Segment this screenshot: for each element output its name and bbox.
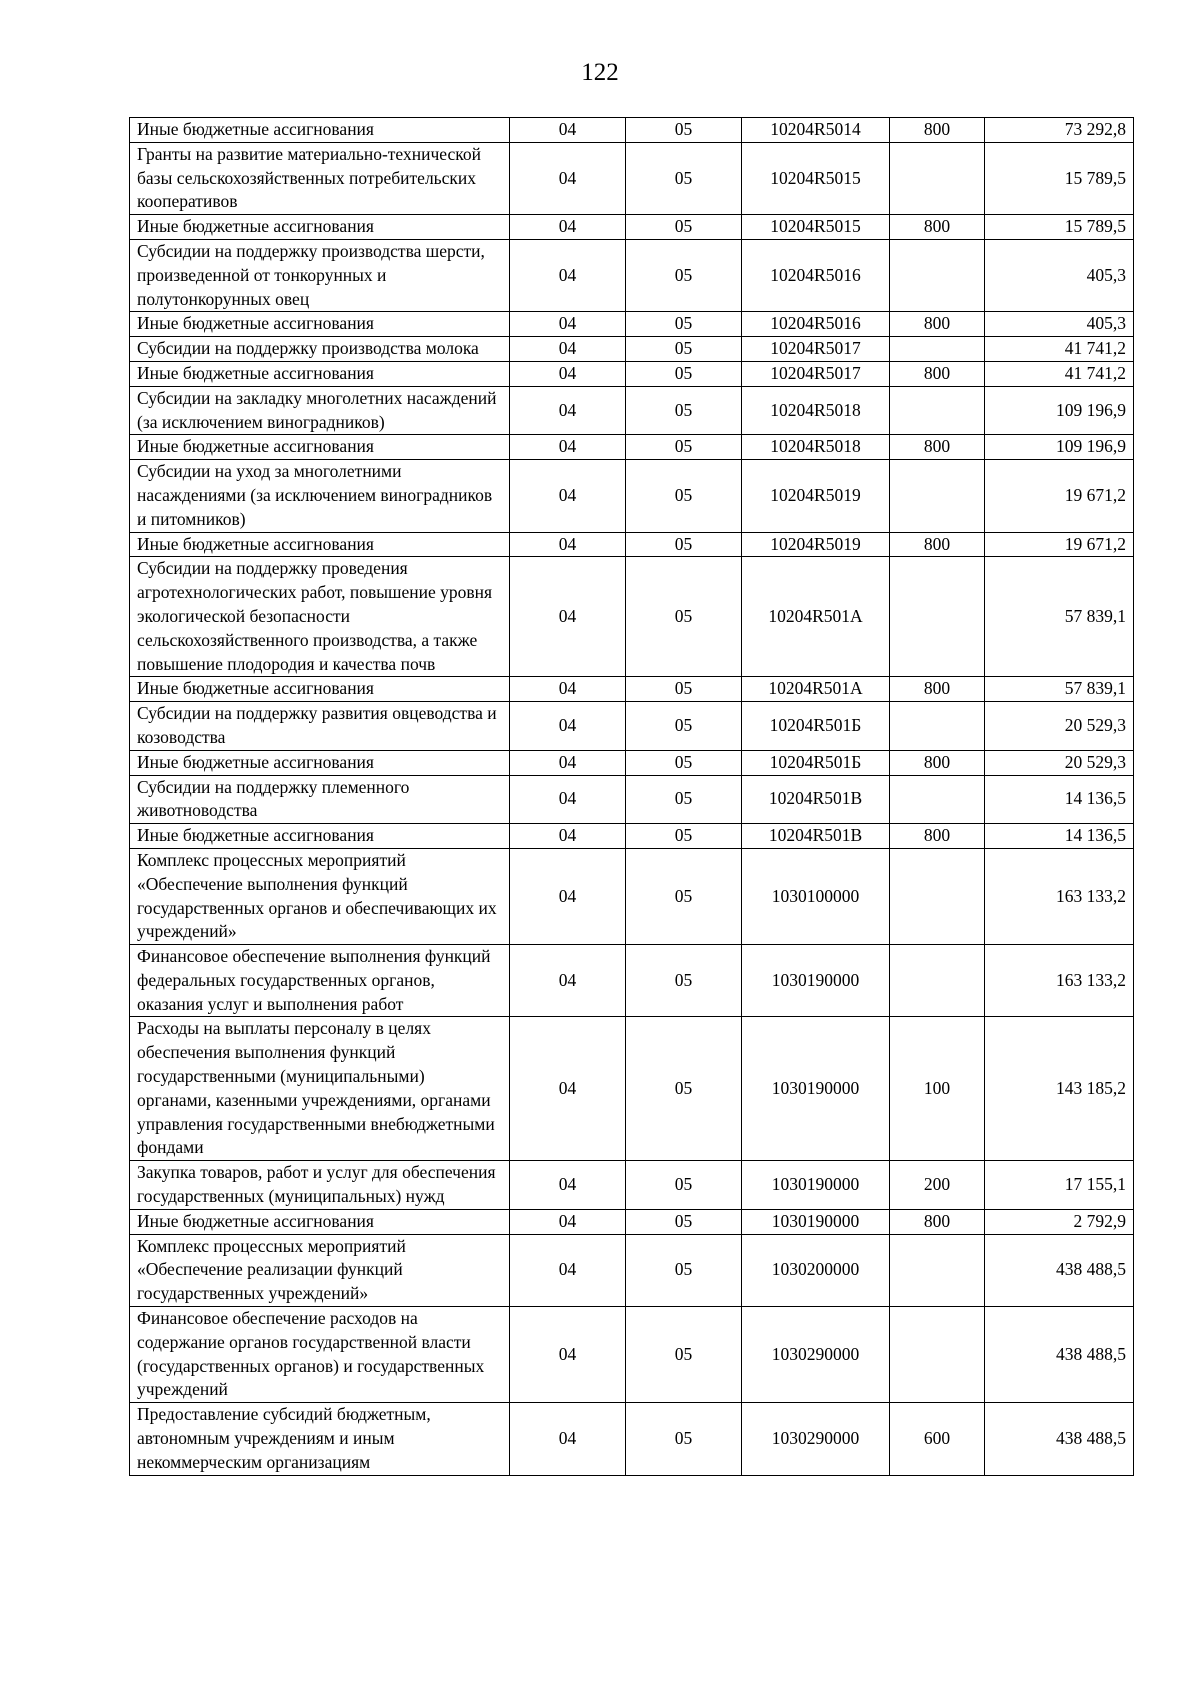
row-target-article: 1030190000 (742, 1209, 890, 1234)
row-target-article: 10204R5014 (742, 118, 890, 143)
row-amount: 73 292,8 (985, 118, 1134, 143)
table-row (130, 386, 1134, 435)
row-name: Иные бюджетные ассигнования (130, 1209, 510, 1234)
row-expense-type (890, 460, 985, 532)
row-subsection: 05 (626, 1017, 742, 1161)
table-row (130, 702, 1134, 751)
row-subsection: 05 (626, 848, 742, 944)
row-subsection: 05 (626, 1209, 742, 1234)
table-row (130, 750, 1134, 775)
row-section: 04 (510, 677, 626, 702)
row-name: Гранты на развитие материально-технической базы сельскохозяйственных потребительских кооперативов (130, 142, 510, 214)
row-name: Финансовое обеспечение выполнения функций федеральных государственных органов, оказания услуг и выполнения работ (130, 945, 510, 1017)
row-amount: 2 792,9 (985, 1209, 1134, 1234)
row-expense-type: 100 (890, 1017, 985, 1161)
row-amount: 163 133,2 (985, 945, 1134, 1017)
row-section: 04 (510, 1209, 626, 1234)
row-name: Субсидии на уход за многолетними насаждениями (за исключением виноградников и питомников) (130, 460, 510, 532)
row-target-article: 1030290000 (742, 1403, 890, 1475)
row-section: 04 (510, 215, 626, 240)
row-target-article: 10204R5015 (742, 142, 890, 214)
row-section: 04 (510, 775, 626, 824)
row-amount: 405,3 (985, 239, 1134, 311)
row-amount: 41 741,2 (985, 361, 1134, 386)
row-expense-type (890, 1307, 985, 1403)
row-subsection: 05 (626, 361, 742, 386)
row-target-article: 10204R5018 (742, 386, 890, 435)
row-expense-type: 800 (890, 361, 985, 386)
table-row (130, 1234, 1134, 1306)
row-name: Иные бюджетные ассигнования (130, 312, 510, 337)
row-name: Финансовое обеспечение расходов на содержание органов государственной власти (государственных органов) и государственных учреждений (130, 1307, 510, 1403)
row-target-article: 10204R5016 (742, 312, 890, 337)
row-section: 04 (510, 702, 626, 751)
row-name: Субсидии на поддержку проведения агротехнологических работ, повышение уровня экологической безопасности сельскохозяйственного производства, а также повышение плодородия и качества почв (130, 557, 510, 677)
table-row (130, 337, 1134, 362)
row-subsection: 05 (626, 702, 742, 751)
row-amount: 438 488,5 (985, 1307, 1134, 1403)
page-number: 122 (581, 59, 619, 86)
table-row (130, 1209, 1134, 1234)
row-amount: 109 196,9 (985, 435, 1134, 460)
row-target-article: 10204R5019 (742, 460, 890, 532)
row-section: 04 (510, 118, 626, 143)
row-section: 04 (510, 460, 626, 532)
table-row (130, 945, 1134, 1017)
table-row (130, 361, 1134, 386)
table-row (130, 775, 1134, 824)
table-row (130, 557, 1134, 677)
row-expense-type (890, 337, 985, 362)
row-amount: 14 136,5 (985, 775, 1134, 824)
row-subsection: 05 (626, 1307, 742, 1403)
budget-table-body (130, 118, 1134, 1476)
row-subsection: 05 (626, 118, 742, 143)
table-row (130, 1403, 1134, 1475)
row-section: 04 (510, 312, 626, 337)
row-target-article: 1030190000 (742, 945, 890, 1017)
row-name: Комплекс процессных мероприятий «Обеспечение выполнения функций государственных органов и обеспечивающих их учреждений» (130, 848, 510, 944)
row-name: Иные бюджетные ассигнования (130, 215, 510, 240)
row-section: 04 (510, 532, 626, 557)
row-subsection: 05 (626, 1234, 742, 1306)
row-expense-type: 800 (890, 532, 985, 557)
row-amount: 17 155,1 (985, 1161, 1134, 1210)
row-amount: 15 789,5 (985, 215, 1134, 240)
row-target-article: 1030190000 (742, 1161, 890, 1210)
table-row (130, 1307, 1134, 1403)
row-name: Комплекс процессных мероприятий «Обеспечение реализации функций государственных учреждений» (130, 1234, 510, 1306)
row-amount: 41 741,2 (985, 337, 1134, 362)
row-name: Расходы на выплаты персоналу в целях обеспечения выполнения функций государственными (муниципальными) органами, казенными учреждениями, органами управления государственными внебюджетными фондами (130, 1017, 510, 1161)
row-target-article: 10204R501А (742, 677, 890, 702)
row-name: Иные бюджетные ассигнования (130, 532, 510, 557)
row-name: Субсидии на поддержку развития овцеводства и козоводства (130, 702, 510, 751)
row-target-article: 10204R501В (742, 775, 890, 824)
row-target-article: 10204R501В (742, 824, 890, 849)
row-expense-type (890, 1234, 985, 1306)
row-subsection: 05 (626, 532, 742, 557)
row-subsection: 05 (626, 677, 742, 702)
row-target-article: 10204R5017 (742, 361, 890, 386)
row-name: Иные бюджетные ассигнования (130, 361, 510, 386)
table-row (130, 460, 1134, 532)
row-amount: 143 185,2 (985, 1017, 1134, 1161)
row-expense-type (890, 702, 985, 751)
row-amount: 14 136,5 (985, 824, 1134, 849)
table-row (130, 848, 1134, 944)
row-target-article: 1030200000 (742, 1234, 890, 1306)
row-section: 04 (510, 824, 626, 849)
row-target-article: 1030190000 (742, 1017, 890, 1161)
row-section: 04 (510, 386, 626, 435)
row-name: Иные бюджетные ассигнования (130, 824, 510, 849)
row-subsection: 05 (626, 824, 742, 849)
table-row (130, 435, 1134, 460)
row-section: 04 (510, 361, 626, 386)
table-row (130, 215, 1134, 240)
table-row (130, 1161, 1134, 1210)
row-subsection: 05 (626, 1161, 742, 1210)
table-row (130, 1017, 1134, 1161)
row-target-article: 10204R501А (742, 557, 890, 677)
row-subsection: 05 (626, 775, 742, 824)
row-target-article: 10204R5018 (742, 435, 890, 460)
row-section: 04 (510, 1234, 626, 1306)
row-section: 04 (510, 945, 626, 1017)
row-expense-type: 800 (890, 750, 985, 775)
row-subsection: 05 (626, 945, 742, 1017)
row-name: Субсидии на поддержку производства молока (130, 337, 510, 362)
row-section: 04 (510, 848, 626, 944)
row-amount: 438 488,5 (985, 1234, 1134, 1306)
row-amount: 109 196,9 (985, 386, 1134, 435)
row-target-article: 10204R5017 (742, 337, 890, 362)
row-name: Иные бюджетные ассигнования (130, 677, 510, 702)
row-section: 04 (510, 1161, 626, 1210)
table-row (130, 118, 1134, 143)
row-subsection: 05 (626, 460, 742, 532)
row-expense-type (890, 848, 985, 944)
row-section: 04 (510, 1403, 626, 1475)
row-subsection: 05 (626, 557, 742, 677)
row-expense-type (890, 142, 985, 214)
row-amount: 57 839,1 (985, 677, 1134, 702)
row-expense-type: 800 (890, 435, 985, 460)
row-section: 04 (510, 1307, 626, 1403)
row-name: Субсидии на поддержку племенного животноводства (130, 775, 510, 824)
row-subsection: 05 (626, 337, 742, 362)
row-expense-type: 600 (890, 1403, 985, 1475)
row-subsection: 05 (626, 215, 742, 240)
row-expense-type: 800 (890, 824, 985, 849)
row-amount: 405,3 (985, 312, 1134, 337)
row-amount: 57 839,1 (985, 557, 1134, 677)
row-subsection: 05 (626, 386, 742, 435)
row-subsection: 05 (626, 239, 742, 311)
row-expense-type: 800 (890, 215, 985, 240)
row-section: 04 (510, 750, 626, 775)
row-target-article: 10204R501Б (742, 702, 890, 751)
row-expense-type: 800 (890, 677, 985, 702)
row-name: Субсидии на поддержку производства шерсти, произведенной от тонкорунных и полутонкорунных овец (130, 239, 510, 311)
row-subsection: 05 (626, 750, 742, 775)
row-amount: 20 529,3 (985, 750, 1134, 775)
row-section: 04 (510, 142, 626, 214)
row-target-article: 10204R5015 (742, 215, 890, 240)
row-amount: 163 133,2 (985, 848, 1134, 944)
table-row (130, 824, 1134, 849)
row-expense-type (890, 775, 985, 824)
row-target-article: 10204R5016 (742, 239, 890, 311)
row-target-article: 1030290000 (742, 1307, 890, 1403)
row-subsection: 05 (626, 1403, 742, 1475)
row-amount: 20 529,3 (985, 702, 1134, 751)
row-expense-type: 200 (890, 1161, 985, 1210)
row-amount: 15 789,5 (985, 142, 1134, 214)
row-name: Иные бюджетные ассигнования (130, 750, 510, 775)
row-section: 04 (510, 557, 626, 677)
table-row (130, 677, 1134, 702)
row-target-article: 10204R5019 (742, 532, 890, 557)
row-expense-type: 800 (890, 118, 985, 143)
row-expense-type: 800 (890, 1209, 985, 1234)
table-row (130, 142, 1134, 214)
row-expense-type: 800 (890, 312, 985, 337)
row-target-article: 10204R501Б (742, 750, 890, 775)
row-amount: 19 671,2 (985, 532, 1134, 557)
row-expense-type (890, 557, 985, 677)
row-name: Предоставление субсидий бюджетным, автономным учреждениям и иным некоммерческим организациям (130, 1403, 510, 1475)
row-section: 04 (510, 239, 626, 311)
budget-table (129, 117, 1134, 1476)
row-amount: 19 671,2 (985, 460, 1134, 532)
table-row (130, 532, 1134, 557)
row-subsection: 05 (626, 312, 742, 337)
table-row (130, 239, 1134, 311)
row-name: Иные бюджетные ассигнования (130, 435, 510, 460)
row-amount: 438 488,5 (985, 1403, 1134, 1475)
row-subsection: 05 (626, 435, 742, 460)
row-name: Субсидии на закладку многолетних насаждений (за исключением виноградников) (130, 386, 510, 435)
row-name: Иные бюджетные ассигнования (130, 118, 510, 143)
row-subsection: 05 (626, 142, 742, 214)
row-section: 04 (510, 337, 626, 362)
table-row (130, 312, 1134, 337)
row-expense-type (890, 945, 985, 1017)
row-expense-type (890, 386, 985, 435)
row-target-article: 1030100000 (742, 848, 890, 944)
row-expense-type (890, 239, 985, 311)
row-section: 04 (510, 435, 626, 460)
row-name: Закупка товаров, работ и услуг для обеспечения государственных (муниципальных) нужд (130, 1161, 510, 1210)
row-section: 04 (510, 1017, 626, 1161)
